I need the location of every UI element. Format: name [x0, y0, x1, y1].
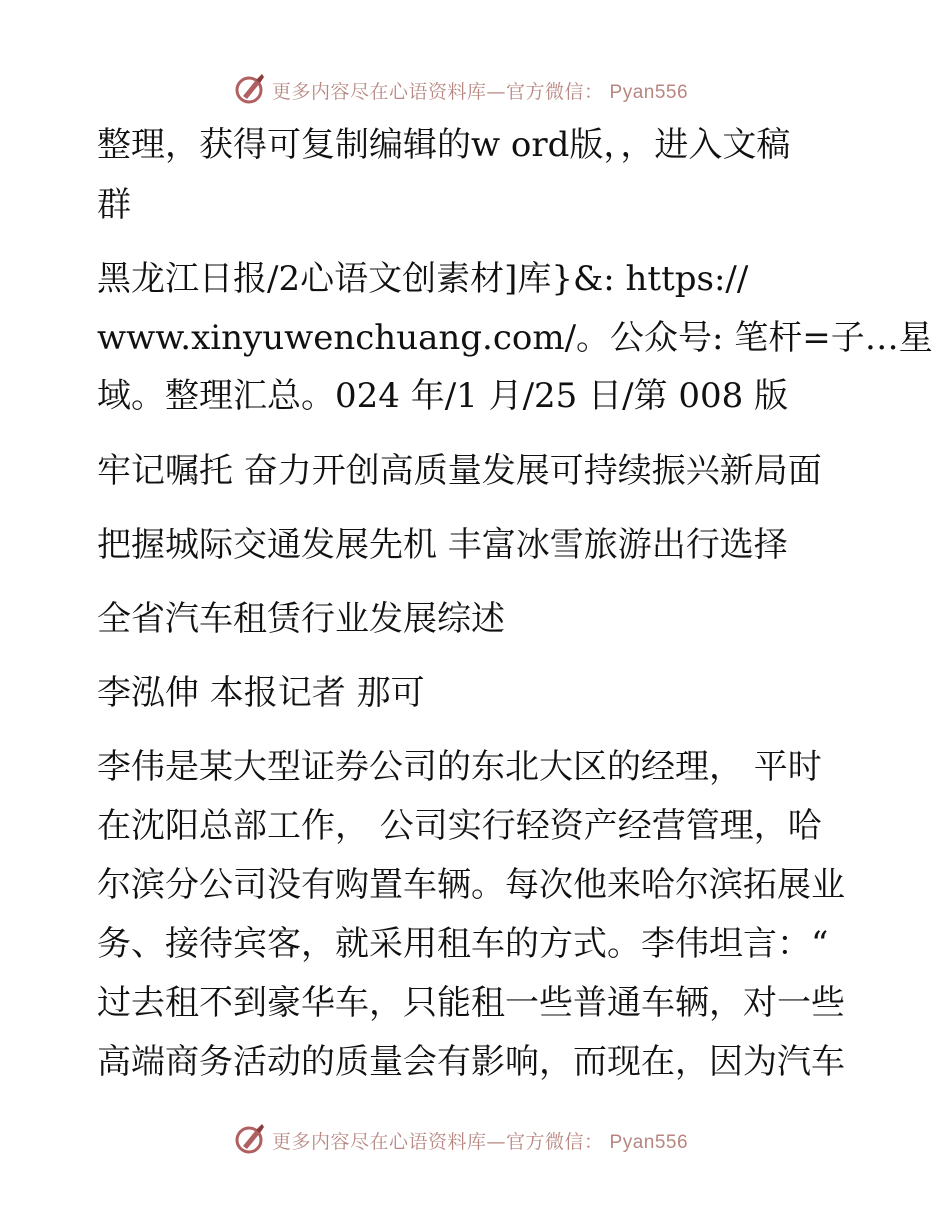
paragraph-line: 李伟是某大型证券公司的东北大区的经理， 平时 — [97, 747, 822, 787]
headline: 牢记嘱托 奋力开创高质量发展可持续振兴新局面 — [97, 451, 822, 491]
subtitle: 全省汽车租赁行业发展综述 — [97, 599, 505, 639]
banner-wechat-label: 官方微信： — [506, 1131, 604, 1153]
text-line: 黑龙江日报/2心语文创素材]库}&: https:// — [97, 259, 749, 299]
byline: 李泓伸 本报记者 那可 — [97, 673, 425, 713]
paragraph-line: 过去租不到豪华车，只能租一些普通车辆，对一些 — [97, 983, 845, 1023]
text-line: 域。整理汇总。024 年/1 月/25 日/第 008 版 — [97, 376, 789, 416]
banner-separator: — — [486, 1131, 507, 1153]
header-banner — [0, 70, 950, 110]
pen-logo-icon — [234, 72, 266, 106]
banner-text — [272, 1127, 688, 1154]
paragraph-line: 在沈阳总部工作， 公司实行轻资产经营管理，哈 — [97, 806, 822, 846]
banner-site-name: 更多内容尽在心语资料库 — [272, 81, 487, 103]
banner-separator: — — [486, 81, 507, 103]
banner-wechat-id: Pyan556 — [609, 1132, 689, 1153]
subheadline: 把握城际交通发展先机 丰富冰雪旅游出行选择 — [97, 525, 788, 565]
paragraph-line: 尔滨分公司没有购置车辆。每次他来哈尔滨拓展业 — [97, 865, 845, 905]
banner-site-name: 更多内容尽在心语资料库 — [272, 1131, 487, 1153]
pen-logo-icon — [234, 1122, 266, 1156]
text-line: 整理，获得可复制编辑的w ord版，，进入文稿 — [97, 125, 791, 165]
banner-wechat-id: Pyan556 — [609, 82, 689, 103]
paragraph-line: 务、接待宾客，就采用租车的方式。李伟坦言：“ — [97, 924, 829, 964]
paragraph-line: 高端商务活动的质量会有影响，而现在，因为汽车 — [97, 1042, 845, 1082]
banner-text — [272, 77, 688, 104]
banner-wechat-label: 官方微信： — [506, 81, 604, 103]
text-line: www.xinyuwenchuang.com/。公众号: 笔杆=子…星 — [97, 318, 933, 358]
text-line: 群 — [97, 185, 131, 225]
footer-banner — [0, 1120, 950, 1160]
